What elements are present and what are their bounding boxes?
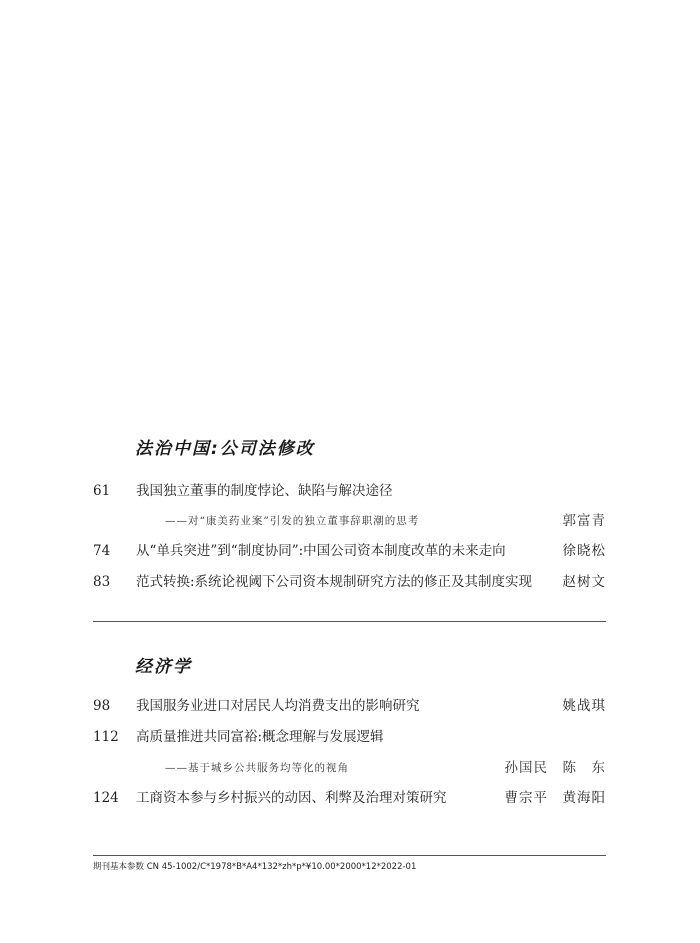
toc-entry[interactable] bbox=[93, 541, 606, 561]
article-authors: 曹宗平 黄海阳 bbox=[504, 790, 606, 806]
toc-entry[interactable] bbox=[93, 696, 606, 716]
article-title: 我国服务业进口对居民人均消费支出的影响研究 bbox=[136, 698, 420, 714]
page-number: 61 bbox=[93, 483, 111, 499]
page-number: 98 bbox=[93, 698, 111, 714]
article-title: 工商资本参与乡村振兴的动因、利弊及治理对策研究 bbox=[136, 790, 447, 806]
article-authors: 徐晓松 bbox=[562, 543, 606, 559]
article-authors: 郭富青 bbox=[562, 513, 606, 529]
footer-divider bbox=[93, 855, 606, 856]
article-subtitle: ——对“康美药业案”引发的独立董事辞职潮的思考 bbox=[165, 515, 420, 527]
page-number: 112 bbox=[93, 729, 119, 745]
article-authors: 赵树文 bbox=[562, 574, 606, 590]
article-title: 我国独立董事的制度悖论、缺陷与解决途径 bbox=[136, 483, 393, 499]
article-subtitle: ——基于城乡公共服务均等化的视角 bbox=[165, 762, 349, 774]
page-number: 74 bbox=[93, 543, 111, 559]
toc-entry[interactable] bbox=[93, 481, 606, 501]
toc-entry[interactable] bbox=[93, 572, 606, 592]
page-number: 124 bbox=[93, 790, 119, 806]
toc-entry[interactable] bbox=[93, 788, 606, 808]
toc-entry[interactable] bbox=[93, 727, 606, 747]
section-heading: 经济学 bbox=[135, 657, 192, 677]
article-title: 高质量推进共同富裕:概念理解与发展逻辑 bbox=[136, 729, 384, 745]
section-divider bbox=[93, 621, 606, 622]
journal-parameters: 期刊基本参数 CN 45-1002/C*1978*B*A4*132*zh*p*¥10.00*2000*12*2022-01 bbox=[93, 862, 417, 872]
article-authors: 孙国民 陈 东 bbox=[504, 760, 606, 776]
article-subtitle-row bbox=[165, 758, 606, 778]
section-heading: 法治中国:公司法修改 bbox=[135, 439, 315, 459]
article-title: 范式转换:系统论视阈下公司资本规制研究方法的修正及其制度实现 bbox=[136, 574, 533, 590]
article-authors: 姚战琪 bbox=[562, 698, 606, 714]
article-subtitle-row bbox=[165, 511, 606, 531]
page-number: 83 bbox=[93, 574, 111, 590]
article-title: 从“单兵突进”到“制度协同”:中国公司资本制度改革的未来走向 bbox=[136, 543, 506, 559]
